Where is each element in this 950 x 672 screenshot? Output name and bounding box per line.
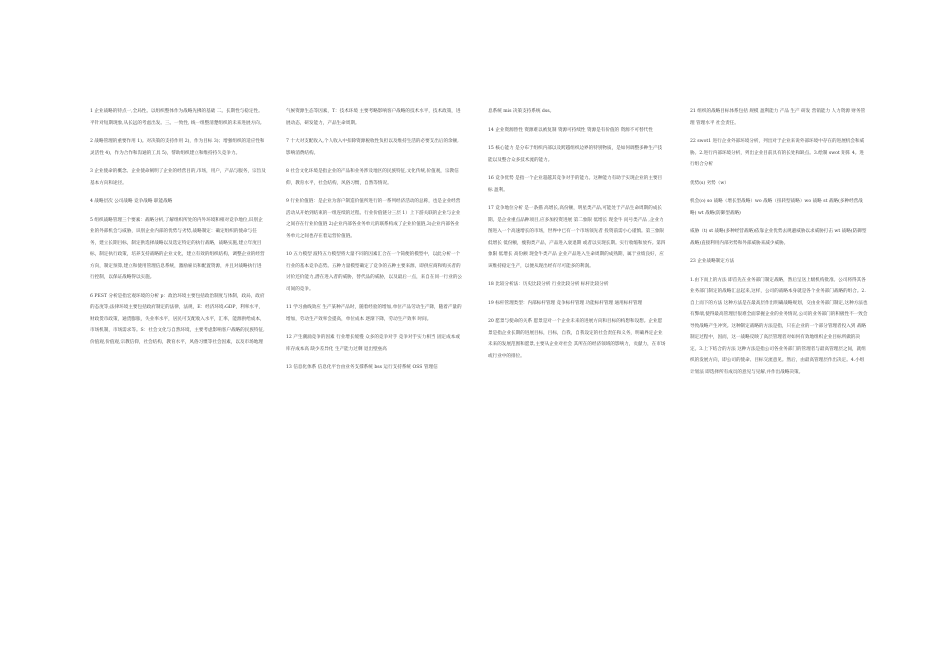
paragraph: 10 五力模型 波特五力模型将大量不同的因素汇合在一个简便的模型中，以此分析一个行业的基本竞争态势。五种力量模型确定了竞争的五种主要来源，即供应商和购买者的讨价还价能力,潜在进入者的威胁，替代品的威胁，以及最后一点，来自在同一行业的公司间的竞争。 bbox=[286, 252, 463, 292]
text-column-1 bbox=[90, 106, 266, 355]
paragraph: 9 行业价值链：是企业为客户制造价值所进行的一系列经济活动的总称，也是企业经营活动从开始到结束的一组连续的过程。行业价值链分三层 1）上下游关联的企业与企业之间存在行业价值链 2)企业内部各业务单元的联系构成了企业价值链,3)企业内部各业务单元之间也存在着运营价值链。 bbox=[286, 199, 461, 239]
paragraph: 12 产生潮涌竞争的因素 行业增长缓慢 众多的竞争对手 竞争对手实力相当 固定成本或库存成本高 缺少差异化 生产能力过剩 退出壁垒高 bbox=[286, 335, 460, 352]
paragraph: 2 战略管理的重要作用 1)。对决策的支持作用 2)，作为目标 3)；增强组织的适应性和灵活性 4)，作为合作和沟通的工具 5)，帮助组织建立和维持持久竞争力。 bbox=[90, 139, 265, 156]
paragraph: 机会(o) so 战略（增长型战略）wo 战略（扭转型战略）wo 战略 st 战略(多种经营战略) wt 战略(防御型战略) bbox=[690, 199, 863, 216]
paragraph: 14 企业资源替性 资源难以被复制 资源可持续性 资源是有价值的 资源不可替代性 bbox=[488, 127, 653, 133]
paragraph: 5 组织战略管理三个要素：战略分析,了解组织所处的内外环境和相对竞争地位,识别企业的外部机会与威胁，识别企业内部的优势与劣势,战略制定：确定组织的使命与任务，建立长期目标，制定供选择战略以及选定特定的执行战略，战略实施,建立年度目标，制定执行政策，培养支持战略的企业文化，建立有效的组织结构，调整企业的经营方向，制定预算,建立和使用管理信息系统，激励雇员和配置资源，并且对战略执行进行控制，以保证战略得以实施。 bbox=[90, 217, 265, 280]
paragraph: 15 核心能力 是分布于组织内部以及跨越组织边界的特别物质，是如何调整多种生产技能以及整合众多技术流的能力。 bbox=[488, 146, 663, 163]
text-column-3 bbox=[488, 106, 666, 369]
paragraph: 22 swot1 进行企业外部环境分析，列出对于企业来说外部环境中存在的进展机会和威胁。2.进行内部环境分析，列出企业目前具有的长处和缺点。3.绘制 swot 矩阵 4。进行组合分析 bbox=[690, 139, 865, 167]
paragraph: 8 社会文化环境是指企业的产品和业务涉及地区的民族特征,文化传统,价值观，宗教信仰，教育水平，社会结构，风俗习惯，自然等情况。 bbox=[286, 169, 459, 186]
paragraph: 3 企业使命的概念。企业使命阐明了企业的经营目的,市场，用户，产品与服务，宗旨及基本方向和途径。 bbox=[90, 169, 266, 186]
paragraph: 13 信息化体系 信息化平台由业务支撑系统 bss 运行支持系统 OSS 管理信 bbox=[286, 365, 438, 370]
text-column-2 bbox=[286, 106, 463, 381]
paragraph: 20 愿景与使命的关系 愿景是对一个企业未来的进展方向和目标的构想和设想。企业愿景是指企业长期的进展目标，目标，自我，自我设定的社会责任和义务，明确界定企业未来的发展范围和愿景,主要从企业对社会 其所在的经济领域的影响力，贡献力，在市场或行业中的排位。 bbox=[488, 319, 666, 359]
paragraph: 优势(s) 劣势（w） bbox=[690, 180, 729, 186]
paragraph: 气候资源生态等因素，T：技术环境 主要考略影响客户战略的技术水平，技术政策，进展动态，研发能力，产品生命周期。 bbox=[286, 109, 461, 126]
paragraph: 17 竞争地位分析 是一条描 高增长,高份额，明星类产品,可能处于产品生命周期的成长期。是企业重点品种项目,应多加投资进展 第二象限 低增长 现金牛 问号类产品 ,企业力图进入一个高速增长的市场，世界中已有一个市场领先者 投资前需小心谨慎。第三象限 低增长 低份额，瘦狗类产品，产品进入衰退期 或者以实现长期。实行收缩和放弃。第四象限 低增长 高份额 现金牛类产品 企业产品进入生命周期的成熟期，属于业绩良好，应该维持稳定生产，以便从现出经有尽可能多的利润。 bbox=[488, 206, 666, 269]
paragraph: 21 组织的战略目标体系包括 规模 盈利能力 产品 生产 研发 营销能力 人力资源 财务管理 管理水平 社会责任。 bbox=[690, 109, 866, 126]
paragraph: 11 学习曲线效应 生产某种产品时，随着经验的增加,单位产品劳动生产降，随着产量的增加，劳动生产效率会提高，单位成本 逐渐下降，劳动生产效率 时间。 bbox=[286, 305, 462, 322]
paragraph: 19 标杆管理类型：内部标杆管理 竞争标杆管理 功能标杆管理 通用标杆管理 bbox=[488, 300, 643, 306]
paragraph: 1 企业战略的特点一,全局性。以组织整体作为战略先拂的基础 二。长期性与稳定性。平针对短期现象,从长远的考虑出发。三。一致性, 线一组整清楚组织的未来进展方向。 bbox=[90, 109, 265, 126]
paragraph: 18 比较分析法：历史比较分析 行业比较分析 标杆比较分析 bbox=[488, 282, 609, 287]
paragraph: 6 PEST 分析是指宏观环境的分析 p：政治环境主要包括政治制度与体制，政局，政府的态度等;法律环境主要包括政府制定的法律，法规，E：经济环境:GDP，利率水平，财政货币政策，通货膨胀，失业率水平，居民可支配收入水平，汇率，能源供给成本，市场机制，市场需求等。S：社会文化与自然环境，主要考虑影响客户战略的民族特征,价值观,价值观,宗教信仰，社会结构，教育水平，风俗习惯等社会因素，以及市场地理 bbox=[90, 293, 265, 345]
paragraph: 23 企业战略制定方法 bbox=[690, 259, 735, 264]
paragraph: 4 战略层次 公司战略 竞争战略 职能战略 bbox=[90, 199, 173, 204]
paragraph: 1.由下而上的方法 即首先在业务部门制定战略，然后呈送上级机构批准。公司将得其各业务部门制定的战略汇总起来,这样，公司的战略本身就是各个业务部门战略的组合。2.自上而下的方法 这种方法是在最高层作出明确战略规划，交由业务部门制定,这种方法也有弊端,使得最高管理层很难全面掌握企业的业务情况,公司的业务部门的积极性不一致会导致战略产生冲突。这种制定战略的方法是指，只在企业的一个部分管理者投入到 战略制定过程中，因而，这一战略反映了高层管理者对如何有效地组织企业目标所做的决定。3.上下结合的方法 这种方法是指公司各业务部门的管理者与最高管理层之间，就组织的发展方向，即公司的使命、目标交流意见。然后，由最高管理层作出决定。4.小组计划法 即选择所有成员的意见与见解,并作出战略决策。 bbox=[690, 277, 868, 375]
text-column-4 bbox=[690, 106, 868, 385]
paragraph: 威胁（t) st 战略(多种经营战略)依靠企业优势去规避威胁以求威胁打击 wt 战略(防御型战略)直接利用内部劣势和外部威胁来减少威胁。 bbox=[690, 229, 867, 246]
paragraph: 16 竞争优势 是指一个企业超越其竞争对手的能力。这种能力有助于实现企业的主要目标 盈利。 bbox=[488, 176, 663, 193]
paragraph: 7 十大对支配收入,个人收入中扣除资源税收性负担以及维持生活的必要支出后的余额,影响消费结构。 bbox=[286, 139, 459, 156]
paragraph: 息系统 mis 决策支持系统 dss。 bbox=[488, 109, 555, 114]
